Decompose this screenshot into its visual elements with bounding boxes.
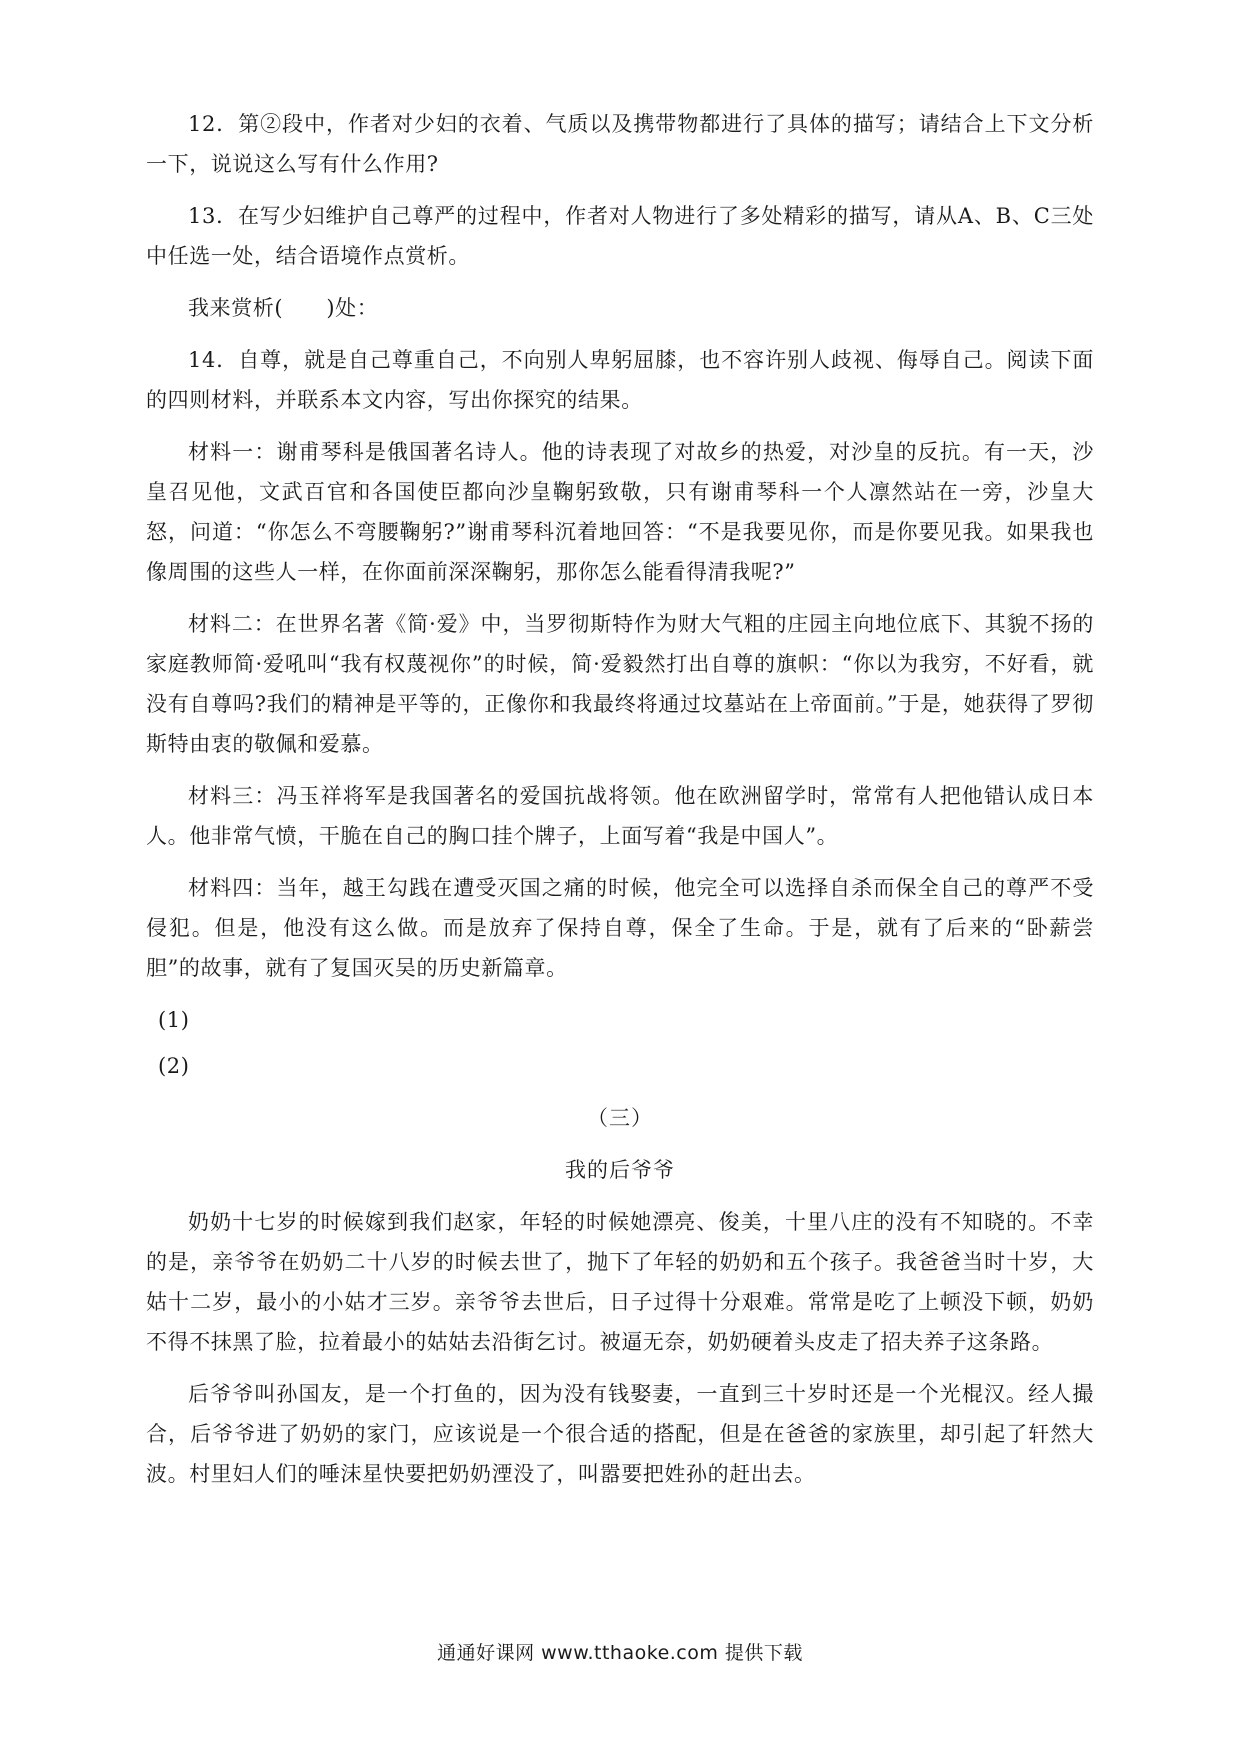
article-paragraph-1: 奶奶十七岁的时候嫁到我们赵家，年轻的时候她漂亮、俊美，十里八庄的没有不知晓的。不幸的是，亲爷爷在奶奶二十八岁的时候去世了，抛下了年轻的奶奶和五个孩子。我爸爸当时十岁，大姑十二岁，最小的小姑才三岁。亲爷爷去世后，日子过得十分艰难。常常是吃了上顿没下顿，奶奶不得不抹黑了脸，拉着最小的姑姑去沿街乞讨。被逼无奈，奶奶硬着头皮走了招夫养子这条路。 — [146, 1210, 1094, 1354]
question-14: 14．自尊，就是自己尊重自己，不向别人卑躬屈膝，也不容许别人歧视、侮辱自己。阅读下面的四则材料，并联系本文内容，写出你探究的结果。 — [146, 348, 1094, 412]
question-13-answer-prompt: 我来赏析( )处： — [188, 296, 379, 320]
footer-watermark: 通通好课网 www.tthaoke.com 提供下载 — [437, 1642, 803, 1664]
section-number: （三） — [587, 1106, 653, 1130]
material-4: 材料四：当年，越王勾践在遭受灭国之痛的时候，他完全可以选择自杀而保全自己的尊严不受侵犯。但是，他没有这么做。而是放弃了保持自尊，保全了生命。于是，就有了后来的“卧薪尝胆”的故事，就有了复国灭吴的历史新篇章。 — [146, 876, 1094, 980]
question-13: 13．在写少妇维护自己尊严的过程中，作者对人物进行了多处精彩的描写，请从A、B、C三处中任选一处，结合语境作点赏析。 — [146, 204, 1094, 268]
material-3: 材料三：冯玉祥将军是我国著名的爱国抗战将领。他在欧洲留学时，常常有人把他错认成日本人。他非常气愤，干脆在自己的胸口挂个牌子，上面写着“我是中国人”。 — [146, 784, 1094, 848]
question-12: 12．第②段中，作者对少妇的衣着、气质以及携带物都进行了具体的描写；请结合上下文分析一下，说说这么写有什么作用? — [146, 112, 1094, 176]
document-body — [146, 104, 1094, 1506]
answer-line-2: (2) — [158, 1054, 190, 1078]
material-2: 材料二：在世界名著《简·爱》中，当罗彻斯特作为财大气粗的庄园主向地位底下、其貌不扬的家庭教师简·爱吼叫“我有权蔑视你”的时候，简·爱毅然打出自尊的旗帜：“你以为我穷，不好看，就没有自尊吗?我们的精神是平等的，正像你和我最终将通过坟墓站在上帝面前。”于是，她获得了罗彻斯特由衷的敬佩和爱慕。 — [146, 612, 1094, 756]
answer-line-1: (1) — [158, 1008, 190, 1032]
article-title: 我的后爷爷 — [565, 1158, 675, 1182]
material-1: 材料一：谢甫琴科是俄国著名诗人。他的诗表现了对故乡的热爱，对沙皇的反抗。有一天，沙皇召见他，文武百官和各国使臣都向沙皇鞠躬致敬，只有谢甫琴科一个人凛然站在一旁，沙皇大怒，问道：“你怎么不弯腰鞠躬?”谢甫琴科沉着地回答：“不是我要见你，而是你要见我。如果我也像周围的这些人一样，在你面前深深鞠躬，那你怎么能看得清我呢?” — [146, 440, 1094, 584]
article-paragraph-2: 后爷爷叫孙国友，是一个打鱼的，因为没有钱娶妻，一直到三十岁时还是一个光棍汉。经人撮合，后爷爷进了奶奶的家门，应该说是一个很合适的搭配，但是在爸爸的家族里，却引起了轩然大波。村里妇人们的唾沫星快要把奶奶湮没了，叫嚣要把姓孙的赶出去。 — [146, 1382, 1094, 1486]
